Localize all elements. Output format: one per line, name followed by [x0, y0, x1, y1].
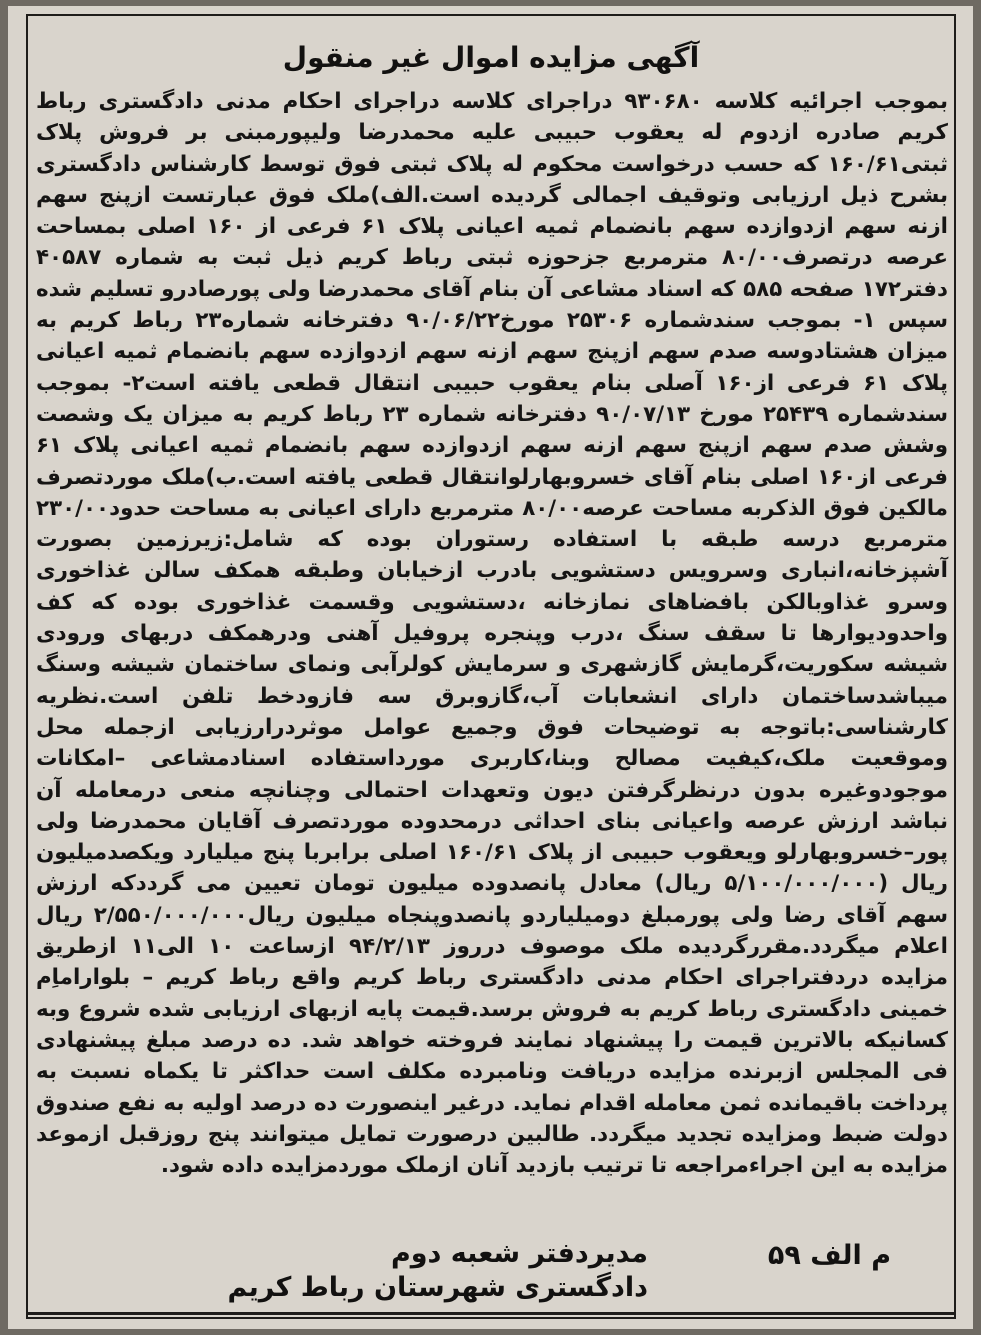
signature-block [48, 1237, 648, 1305]
notice-body: بموجب اجرائیه کلاسه ۹۳۰۶۸۰ دراجرای کلاسه دراجرای احکام مدنی دادگستری رباط کریم صادره ازدوم له یعقوب حبیبی علیه محمدرضا ولیپورمبنی بر فروش پلاک ثبتی۱۶۰/۶۱ که حسب درخواست محکوم له پلاک ثبتی فوق توسط کارشناس دادگستری بشرح ذیل ارزیابی وتوقیف اجمالی گردیده است.الف)ملک فوق عبارتست ازپنج سهم ازنه سهم ازدوازده سهم بانضمام ثمیه اعیانی پلاک ۶۱ فرعی از ۱۶۰ اصلی بمساحت عرصه درتصرف۸۰/۰۰ مترمربع جزحوزه ثبتی رباط کریم ذیل ثبت به شماره ۴۰۵۸۷ دفتر۱۷۲ صفحه ۵۸۵ که اسناد مشاعی آن بنام آقای محمدرضا ولی پورصادرو تسلیم شده سپس ۱- بموجب سندشماره ۲۵۳۰۶ مورخ۹۰/۰۶/۲۲ دفترخانه شماره۲۳ رباط کریم به میزان هشتادوسه صدم سهم ازپنج سهم ازنه سهم ازدوازده سهم بانضمام ثمیه اعیانی پلاک ۶۱ فرعی از۱۶۰ آصلی بنام یعقوب حبیبی انتقال قطعی یافته است۲- بموجب سندشماره ۲۵۴۳۹ مورخ ۹۰/۰۷/۱۳ دفترخانه شماره ۲۳ رباط کریم به میزان یک وشصت وشش صدم سهم ازپنج سهم ازنه سهم ازدوازده سهم بانضمام ثمیه اعیانی پلاک ۶۱ فرعی از۱۶۰ اصلی بنام آقای خسروبهارلوانتقال قطعی یافته است.ب)ملک موردتصرف مالکین فوق الذکربه مساحت عرصه۸۰/۰۰ مترمربع دارای اعیانی به مساحت حدود۲۳۰/۰۰ مترمربع درسه طبقه با استفاده رستوران بوده که شامل:زیرزمین بصورت آشپزخانه،انباری وسرویس دستشویی بادرب ازخیابان وطبقه همکف سالن غذاخوری وسرو غذاوبالکن بافضاهای نمازخانه ،دستشویی وقسمت غذاخوری بوده که کف واحدودیوارها تا سقف سنگ ،درب وپنجره پروفیل آهنی ودرهمکف دربهای ورودی شیشه سکوریت،گرمایش گازشهری و سرمایش کولرآبی ونمای ساختمان شیشه وسنگ میباشدساختمان دارای انشعابات آب،گازوبرق سه فازودخط تلفن است.نظریه کارشناسی:باتوجه به توضیحات فوق وجمیع عوامل موثردرارزیابی ازجمله محل وموقعیت ملک،کیفیت مصالح وبنا،کاربری مورداستفاده اسنادمشاعی –امکانات موجودوغیره بدون درنظرگرفتن دیون وتعهدات احتمالی وچنانچه منعی درمعامله آن نباشد ارزش عرصه واعیانی بنای احداثی درمحدوده موردتصرف آقایان محمدرضا ولی پور–خسروبهارلو ویعقوب حبیبی از پلاک ۱۶۰/۶۱ اصلی برابربا پنج میلیارد ویکصدمیلیون ریال (۵/۱۰۰/۰۰۰/۰۰۰ ریال) معادل پانصدوده میلیون تومان تعیین می گرددکه ارزش سهم آقای رضا ولی پورمبلغ دومیلیاردو پانصدوپنجاه میلیون ریال۲/۵۵۰/۰۰۰/۰۰۰ ریال اعلام میگردد.مقررگردیده ملک موصوف درروز ۹۴/۲/۱۳ ازساعت ۱۰ الی۱۱ ازطریق مزایده دردفتراجرای احکام مدنی دادگستری رباط کریم واقع رباط کریم – بلواراماِم خمینی دادگستری رباط کریم به فروش برسد.قیمت پایه ازبهای ارزیابی شده شروع وبه کسانیکه بالاترین قیمت را پیشنهاد نمایند فروخته خواهد شد. ده درصد مبلغ پیشنهادی فی المجلس ازبرنده مزایده دریافت ونامبرده مکلف است حداکثر تا یکماه نسبت به پرداخت باقیمانده ثمن معامله اقدام نماید. درغیر اینصورت ده درصد اولیه به نفع صندوق دولت ضبط ومزایده تجدید میگردد. طالبین درصورت تمایل میتوانند پنج روزقبل ازموعد مزایده به این اجراءمراجعه تا ترتیب بازدید آنان ازملک موردمزایده داده شود. [36, 89, 949, 1179]
signature-title: مدیردفتر شعبه دوم [390, 1238, 648, 1269]
reference-number: م الف ۵۹ [767, 1240, 891, 1271]
signature-office: دادگستری شهرستان رباط کریم [227, 1272, 648, 1303]
notice-title: آگهی مزایده اموال غیر منقول [282, 41, 700, 74]
bottom-divider [26, 1312, 956, 1315]
